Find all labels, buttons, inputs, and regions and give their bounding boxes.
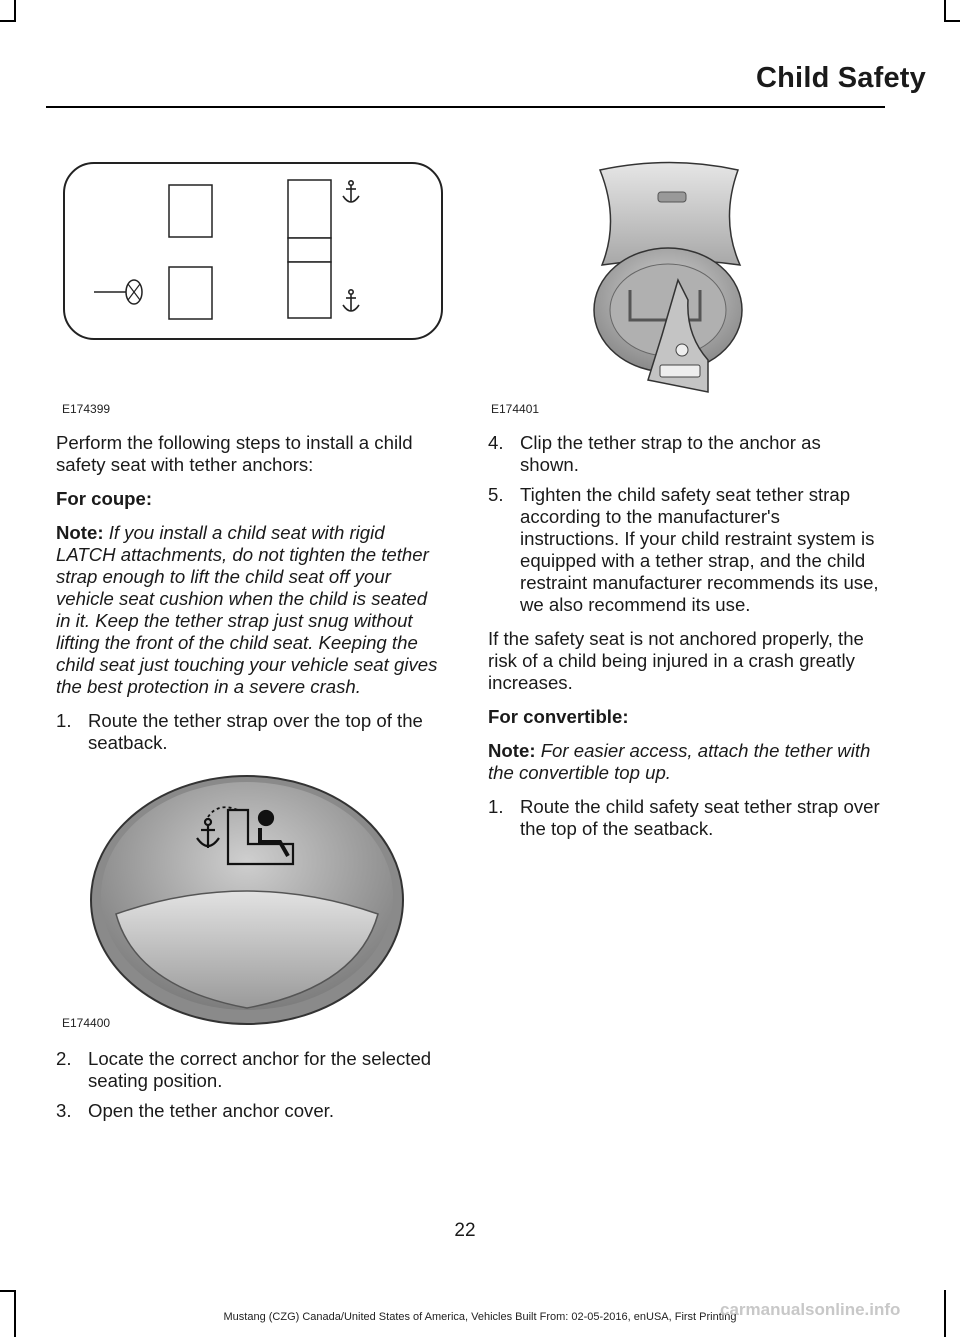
list-item: 3. Open the tether anchor cover. — [56, 1100, 335, 1121]
list-item: 2. Locate the correct anchor for the selected seating position. — [56, 1048, 432, 1091]
note-label: Note: — [56, 522, 104, 543]
list-item: 1. Route the tether strap over the top of the seatback. — [56, 710, 423, 753]
crop-mark — [0, 20, 16, 22]
seat-layout-diagram — [62, 160, 446, 344]
note-label: Note: — [488, 740, 536, 761]
page-title: Child Safety — [756, 62, 926, 94]
note-convertible — [488, 740, 882, 784]
warning-paragraph: If the safety seat is not anchored properly, the risk of a child being injured in a crash greatly increases. — [488, 628, 864, 693]
tether-anchor-open-illustration — [590, 160, 750, 410]
watermark: carmanualsonline.info — [720, 1300, 901, 1319]
right-column — [488, 432, 882, 848]
crop-mark — [944, 0, 946, 22]
list-item: 1. Route the child safety seat tether strap over the top of the seatback. — [488, 796, 880, 839]
subheading-convertible: For convertible: — [488, 706, 629, 727]
list-item: 5. Tighten the child safety seat tether strap according to the manufacturer's instructions. If your child restraint system is equipped with a tether strap, and the child restraint manufacturer recommends its use, we also recommend its use. — [488, 484, 879, 615]
note-text: For easier access, attach the tether with the convertible top up. — [488, 740, 871, 783]
intro-paragraph: Perform the following steps to install a child safety seat with tether anchors: — [56, 432, 413, 475]
figure-code: E174399 — [62, 402, 111, 416]
left-column-continued — [56, 1048, 446, 1130]
figure-code: E174401 — [491, 402, 540, 416]
footer-text: Mustang (CZG) Canada/United States of America, Vehicles Built From: 02-05-2016, enUSA, First Printing — [223, 1311, 737, 1323]
crop-mark — [944, 20, 960, 22]
note-text: If you install a child seat with rigid LATCH attachments, do not tighten the tether strap enough to lift the child seat off your vehicle seat cushion when the child is seated in it. Keep the tether strap just snug without lifting the front of the child seat. Keeping the child seat just touching your vehicle seat gives the best protection in a severe crash. — [56, 522, 438, 697]
tether-anchor-cover-illustration — [88, 772, 406, 1028]
crop-mark — [14, 0, 16, 22]
note-coupe — [56, 522, 446, 698]
crop-mark — [0, 1290, 16, 1292]
header-rule — [46, 106, 885, 108]
left-column — [56, 432, 446, 762]
figure-code: E174400 — [62, 1016, 111, 1030]
subheading-coupe: For coupe: — [56, 488, 153, 509]
page-number: 22 — [454, 1220, 476, 1241]
list-item: 4. Clip the tether strap to the anchor as shown. — [488, 432, 821, 475]
